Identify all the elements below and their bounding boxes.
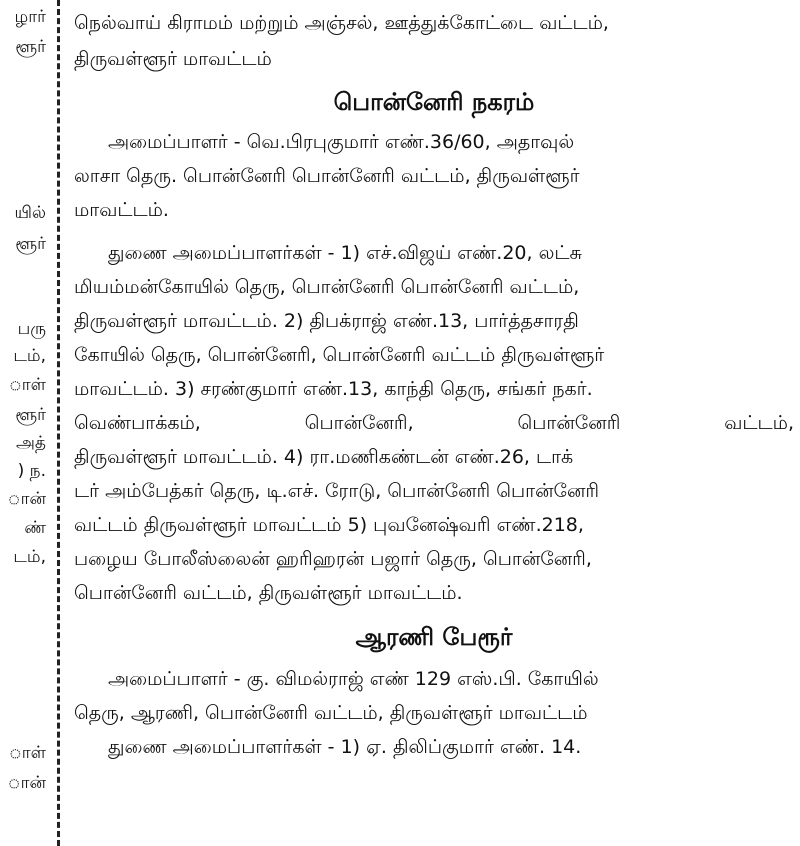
text-line: பழைய போலீஸ்லைன் ஹரிஹரன் பஜார் தெரு, பொன்னேரி, bbox=[74, 548, 592, 570]
left-column-fragments bbox=[0, 0, 46, 846]
text-line: அமைப்பாளர் - கு. விமல்ராஜ் எண் 129 எஸ்.பி. கோயில் bbox=[108, 668, 599, 690]
left-fragment: ான் bbox=[7, 489, 46, 509]
left-fragment: ளூர் bbox=[15, 405, 46, 425]
text-line: மாவட்டம். bbox=[74, 199, 169, 221]
text-line: துணை அமைப்பாளர்கள் - 1) எச்.விஜய் எண்.20, லட்சு bbox=[108, 242, 582, 264]
text-line: டர் அம்பேத்கர் தெரு, டி.எச். ரோடு, பொன்னேரி பொன்னேரி bbox=[74, 480, 600, 502]
text-line: மியம்மன்கோயில் தெரு, பொன்னேரி பொன்னேரி வட்டம், bbox=[74, 276, 580, 298]
left-fragment: ளூர் bbox=[15, 37, 46, 57]
left-fragment: ளூர் bbox=[15, 234, 46, 254]
left-fragment: அத் bbox=[16, 433, 46, 453]
text-line: கோயில் தெரு, பொன்னேரி, பொன்னேரி வட்டம் திருவள்ளூர் bbox=[74, 344, 605, 366]
spread-word: வெண்பாக்கம், bbox=[74, 412, 201, 434]
section-heading: ஆரணி பேரூர் bbox=[355, 623, 513, 651]
text-line: துணை அமைப்பாளர்கள் - 1) ஏ. திலிப்குமார் எண். 14. bbox=[108, 736, 582, 758]
left-fragment: ழார் bbox=[14, 7, 46, 27]
text-line-spread bbox=[74, 408, 794, 438]
left-fragment: யில் bbox=[14, 203, 46, 223]
text-line: வட்டம் திருவள்ளூர் மாவட்டம் 5) புவனேஷ்வரி எண்.218, bbox=[74, 514, 584, 536]
text-line: பொன்னேரி வட்டம், திருவள்ளூர் மாவட்டம். bbox=[74, 582, 463, 604]
left-fragment: டம், bbox=[13, 547, 46, 567]
left-fragment: ) ந. bbox=[17, 461, 46, 481]
left-fragment: டம், bbox=[13, 346, 46, 366]
left-fragment: ாள் bbox=[8, 375, 46, 395]
spread-word: வட்டம், bbox=[724, 412, 794, 434]
text-line: மாவட்டம். 3) சரண்குமார் எண்.13, காந்தி தெரு, சங்கர் நகர். bbox=[74, 378, 593, 400]
text-line: அமைப்பாளர் - வெ.பிரபுகுமார் எண்.36/60, அதாவுல் bbox=[108, 131, 575, 153]
text-line: லாசா தெரு. பொன்னேரி பொன்னேரி வட்டம், திருவள்ளூர் bbox=[74, 165, 580, 187]
left-fragment: ாள் bbox=[8, 743, 46, 763]
section-heading: பொன்னேரி நகரம் bbox=[333, 88, 535, 116]
text-line: திருவள்ளூர் மாவட்டம் bbox=[74, 48, 272, 70]
text-line: திருவள்ளூர் மாவட்டம். 4) ரா.மணிகண்டன் எண்.26, டாக் bbox=[74, 446, 574, 468]
text-line: தெரு, ஆரணி, பொன்னேரி வட்டம், திருவள்ளூர் மாவட்டம் bbox=[74, 702, 588, 724]
main-column bbox=[74, 0, 794, 846]
text-line: நெல்வாய் கிராமம் மற்றும் அஞ்சல், ஊத்துக்கோட்டை வட்டம், bbox=[74, 12, 609, 34]
spread-word: பொன்னேரி, bbox=[304, 412, 414, 434]
column-divider bbox=[57, 0, 60, 846]
left-fragment: பரு bbox=[17, 319, 46, 339]
left-fragment: ண் bbox=[24, 518, 46, 538]
left-fragment: ான் bbox=[7, 773, 46, 793]
text-line: திருவள்ளூர் மாவட்டம். 2) திபக்ராஜ் எண்.13, பார்த்தசாரதி bbox=[74, 310, 579, 332]
spread-word: பொன்னேரி bbox=[517, 412, 621, 434]
